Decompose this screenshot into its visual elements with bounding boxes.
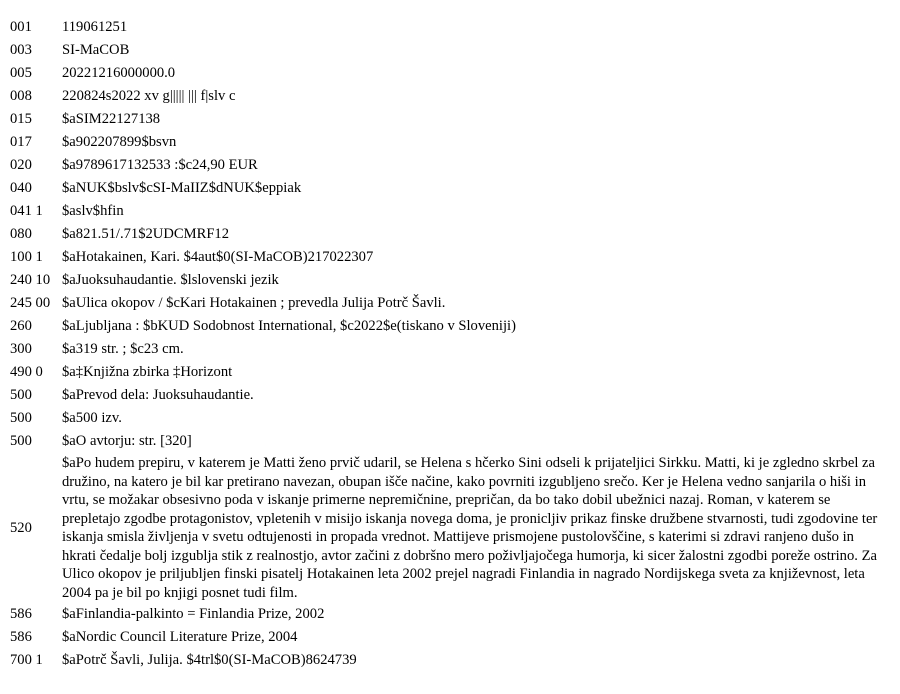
marc-field-row [10,85,890,108]
marc-field-row [10,39,890,62]
field-value: $aFinlandia-palkinto = Finlandia Prize, 2002 [62,606,325,623]
marc-field-row [10,246,890,269]
marc-field-row [10,108,890,131]
field-tag: 015 [10,111,32,128]
marc-field-row [10,315,890,338]
marc-field-row [10,384,890,407]
field-value: $aslv$hfin [62,203,124,220]
field-value: 20221216000000.0 [62,65,176,82]
marc-field-row [10,430,890,453]
marc-field-row [10,649,890,672]
marc-field-row [10,292,890,315]
marc-record-body [10,16,890,672]
field-value: $a902207899$bsvn [62,134,177,151]
marc-field-row [10,62,890,85]
field-tag: 003 [10,42,32,59]
field-tag: 008 [10,88,32,105]
marc-field-row [10,223,890,246]
field-value: $aHotakainen, Kari. $4aut$0(SI-MaCOB)217022307 [62,249,374,266]
field-tag: 520 [10,519,32,536]
field-value: $aPotrč Šavli, Julija. $4trl$0(SI-MaCOB)8624739 [62,652,357,669]
field-tag: 080 [10,226,32,243]
field-value: $aSIM22127138 [62,111,161,128]
marc-field-row [10,338,890,361]
field-tag: 300 [10,341,32,358]
field-value: $aPrevod dela: Juoksuhaudantie. [62,387,254,404]
field-value: $a821.51/.71$2UDCMRF12 [62,226,230,243]
field-tag: 001 [10,19,32,36]
field-tag: 500 [10,387,32,404]
marc-field-row [10,154,890,177]
field-tag: 020 [10,157,32,174]
field-tag: 100 1 [10,249,43,266]
field-value: $aO avtorju: str. [320] [62,433,192,450]
field-value: $aPo hudem prepiru, v katerem je Matti ženo prvič udaril, se Helena s hčerko Sini odseli k prijateljici Sirkku. Matti, ki je zgledno skrbel za družino, na katero je bil kar pretirano navezan, obupan išče načine, kako povrniti izgubljeno srečo. Ker je Helena vedno sanjarila o hiši in vrtu, se možakar obsesivno poda v iskanje primerne nepremičnine, prepričan, da bo tako dobil ubežnici nazaj. Roman, v katerem se prepletajo zgodbe protagonistov, vpletenih v misijo iskanja novega doma, je pronicljiv prikaz finske družbene stvarnosti, tudi zgodovine ter iskanja smisla življenja v svetu odtujenosti in propada vrednot. Mattijeve prismojene pustolovščine, s katerimi si zdravi ranjeno dušo in hkrati čedalje bolj izgublja stik z realnostjo, avtor začini z dobršno mero poživljajočega humorja, ki sicer žalostni zgodbi poreže ostrino. Za Ulico okopov je priljubljen finski pisatelj Hotakainen leta 2002 prejel nagradi Finlandia in nagrado Nordijskega sveta za književnost, leta 2004 pa je bil po knjigi posnet tudi film. [62,455,878,601]
field-value: $aJuoksuhaudantie. $lslovenski jezik [62,272,279,289]
field-value: $aNordic Council Literature Prize, 2004 [62,629,298,646]
field-tag: 005 [10,65,32,82]
field-value: $a500 izv. [62,410,122,427]
field-value: $a319 str. ; $c23 cm. [62,341,184,358]
field-tag: 500 [10,433,32,450]
marc-field-row [10,16,890,39]
field-value: $aLjubljana : $bKUD Sodobnost International, $c2022$e(tiskano v Sloveniji) [62,318,516,335]
field-value: $aNUK$bslv$cSI-MaIIZ$dNUK$eppiak [62,180,302,197]
marc-field-row [10,603,890,626]
marc-field-row [10,177,890,200]
field-value: 119061251 [62,19,128,36]
field-tag: 041 1 [10,203,43,220]
field-tag: 017 [10,134,32,151]
field-tag: 240 10 [10,272,51,289]
field-tag: 700 1 [10,652,43,669]
field-tag: 490 0 [10,364,43,381]
field-value: SI-MaCOB [62,42,130,59]
marc-field-row [10,269,890,292]
marc-field-row [10,407,890,430]
field-tag: 040 [10,180,32,197]
field-tag: 500 [10,410,32,427]
field-value: $a9789617132533 :$c24,90 EUR [62,157,258,174]
field-value: 220824s2022 xv g||||| ||| f|slv c [62,88,236,105]
field-tag: 245 00 [10,295,51,312]
field-tag: 586 [10,606,32,623]
field-tag: 260 [10,318,32,335]
field-value: $aUlica okopov / $cKari Hotakainen ; prevedla Julija Potrč Šavli. [62,295,446,312]
field-value: $a‡Knjižna zbirka ‡Horizont [62,364,233,381]
marc-field-row [10,361,890,384]
marc-record-table [10,16,890,672]
marc-field-row [10,200,890,223]
field-tag: 586 [10,629,32,646]
marc-field-row [10,453,890,603]
marc-field-row [10,131,890,154]
marc-field-row [10,626,890,649]
